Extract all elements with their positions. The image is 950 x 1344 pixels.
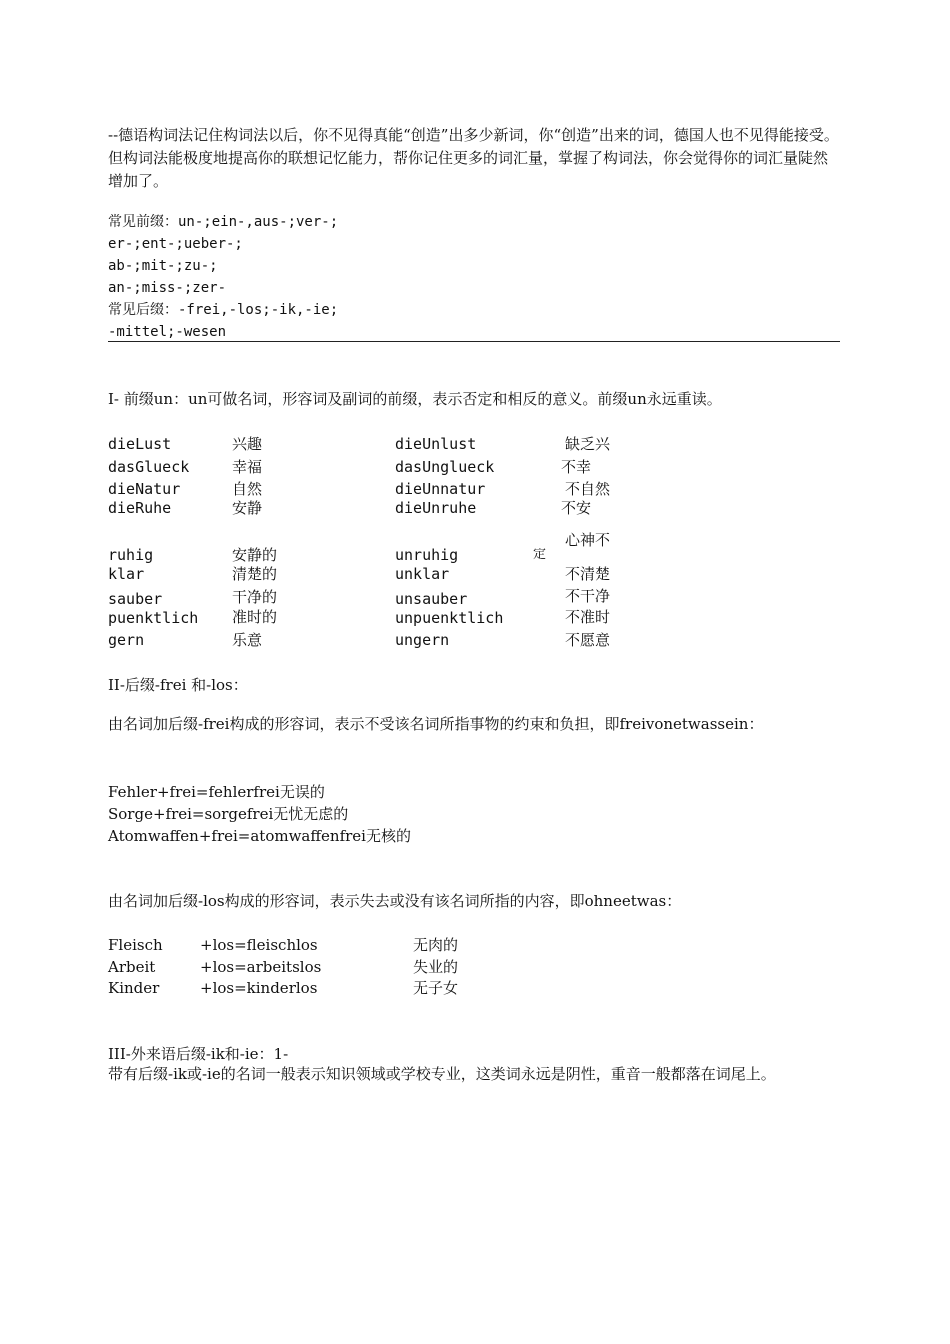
word-cell: dieNatur	[108, 480, 181, 498]
section3-description: 带有后缀-ik或-ie的名词一般表示知识领域或学校专业，这类词永远是阴性，重音一般都落在词尾上。	[108, 1065, 776, 1083]
los-meaning: 失业的	[413, 958, 459, 976]
meaning-cell: 清楚的	[232, 565, 278, 583]
meaning-cell: 不干净	[565, 587, 611, 605]
meaning-cell: 自然	[232, 480, 263, 498]
word-cell: dieUnlust	[395, 435, 477, 453]
word-cell: unsauber	[395, 590, 468, 608]
intro-paragraph: --德语构词法记住构词法以后，你不见得真能“创造”出多少新词，你“创造”出来的词，德国人也不见得能接受。但构词法能极度地提高你的联想记忆能力，帮你记住更多的词汇量，掌握了构词法，你会觉得你的词汇量陡然增加了。	[108, 126, 839, 190]
meaning-cell: 乐意	[232, 631, 263, 649]
word-cell: dasUnglueck	[395, 458, 495, 476]
los-description: 由名词加后缀-los构成的形容词，表示失去或没有该名词所指的内容，即ohneetwas：	[108, 892, 682, 910]
word-cell: gern	[108, 631, 145, 649]
stray-character: 定	[533, 548, 547, 561]
los-formula: +los=kinderlos	[200, 979, 318, 997]
meaning-cell: 缺乏兴	[565, 435, 611, 453]
word-cell: unruhig	[395, 546, 459, 564]
section3-heading: III-外来语后缀-ik和-ie：1-	[108, 1045, 289, 1063]
word-cell: dieLust	[108, 435, 172, 453]
section2-heading: II-后缀-frei 和-los：	[108, 676, 248, 694]
meaning-cell: 安静	[232, 499, 263, 517]
meaning-cell: 准时的	[232, 608, 278, 626]
meaning-cell: 兴趣	[232, 435, 263, 453]
frei-example: Atomwaffen+frei=atomwaffenfrei无核的	[108, 827, 411, 845]
meaning-cell: 不自然	[565, 480, 611, 498]
meaning-cell: 不愿意	[565, 631, 611, 649]
word-cell: sauber	[108, 590, 163, 608]
word-cell: dieRuhe	[108, 499, 172, 517]
frei-description: 由名词加后缀-frei构成的形容词，表示不受该名词所指事物的约束和负担，即freivonetwassein：	[108, 715, 764, 733]
common-prefix-line: 常见前缀：un-;ein-,aus-;ver-;	[108, 214, 339, 230]
meaning-cell: 心神不	[565, 531, 611, 549]
section1-heading: I- 前缀un：un可做名词，形容词及副词的前缀，表示否定和相反的意义。前缀un永远重读。	[108, 390, 722, 408]
meaning-cell: 不幸	[561, 458, 592, 476]
word-cell: unpuenktlich	[395, 609, 504, 627]
common-prefix-line: er-;ent-;ueber-;	[108, 236, 243, 252]
common-prefix-line: ab-;mit-;zu-;	[108, 258, 218, 274]
word-cell: dasGlueck	[108, 458, 190, 476]
los-noun: Kinder	[108, 979, 160, 997]
frei-example: Sorge+frei=sorgefrei无忧无虑的	[108, 805, 349, 823]
word-cell: ruhig	[108, 546, 154, 564]
los-noun: Arbeit	[108, 958, 156, 976]
los-meaning: 无子女	[413, 979, 459, 997]
common-prefix-line: an-;miss-;zer-	[108, 280, 227, 296]
frei-example: Fehler+frei=fehlerfrei无误的	[108, 783, 325, 801]
meaning-cell: 幸福	[232, 458, 263, 476]
los-formula: +los=fleischlos	[200, 936, 318, 954]
word-cell: dieUnnatur	[395, 480, 486, 498]
los-meaning: 无肉的	[413, 936, 459, 954]
meaning-cell: 不清楚	[565, 565, 611, 583]
meaning-cell: 安静的	[232, 546, 278, 564]
word-cell: unklar	[395, 565, 450, 583]
meaning-cell: 干净的	[232, 588, 278, 606]
word-cell: puenktlich	[108, 609, 199, 627]
los-noun: Fleisch	[108, 936, 163, 954]
los-formula: +los=arbeitslos	[200, 958, 322, 976]
common-suffix-line: -mittel;-wesen	[108, 324, 227, 340]
meaning-cell: 不准时	[565, 608, 611, 626]
common-suffix-line: 常见后缀：-frei,-los;-ik,-ie;	[108, 302, 339, 318]
word-cell: ungern	[395, 631, 450, 649]
word-cell: dieUnruhe	[395, 499, 477, 517]
horizontal-rule	[108, 341, 840, 342]
word-cell: klar	[108, 565, 145, 583]
meaning-cell: 不安	[561, 499, 592, 517]
